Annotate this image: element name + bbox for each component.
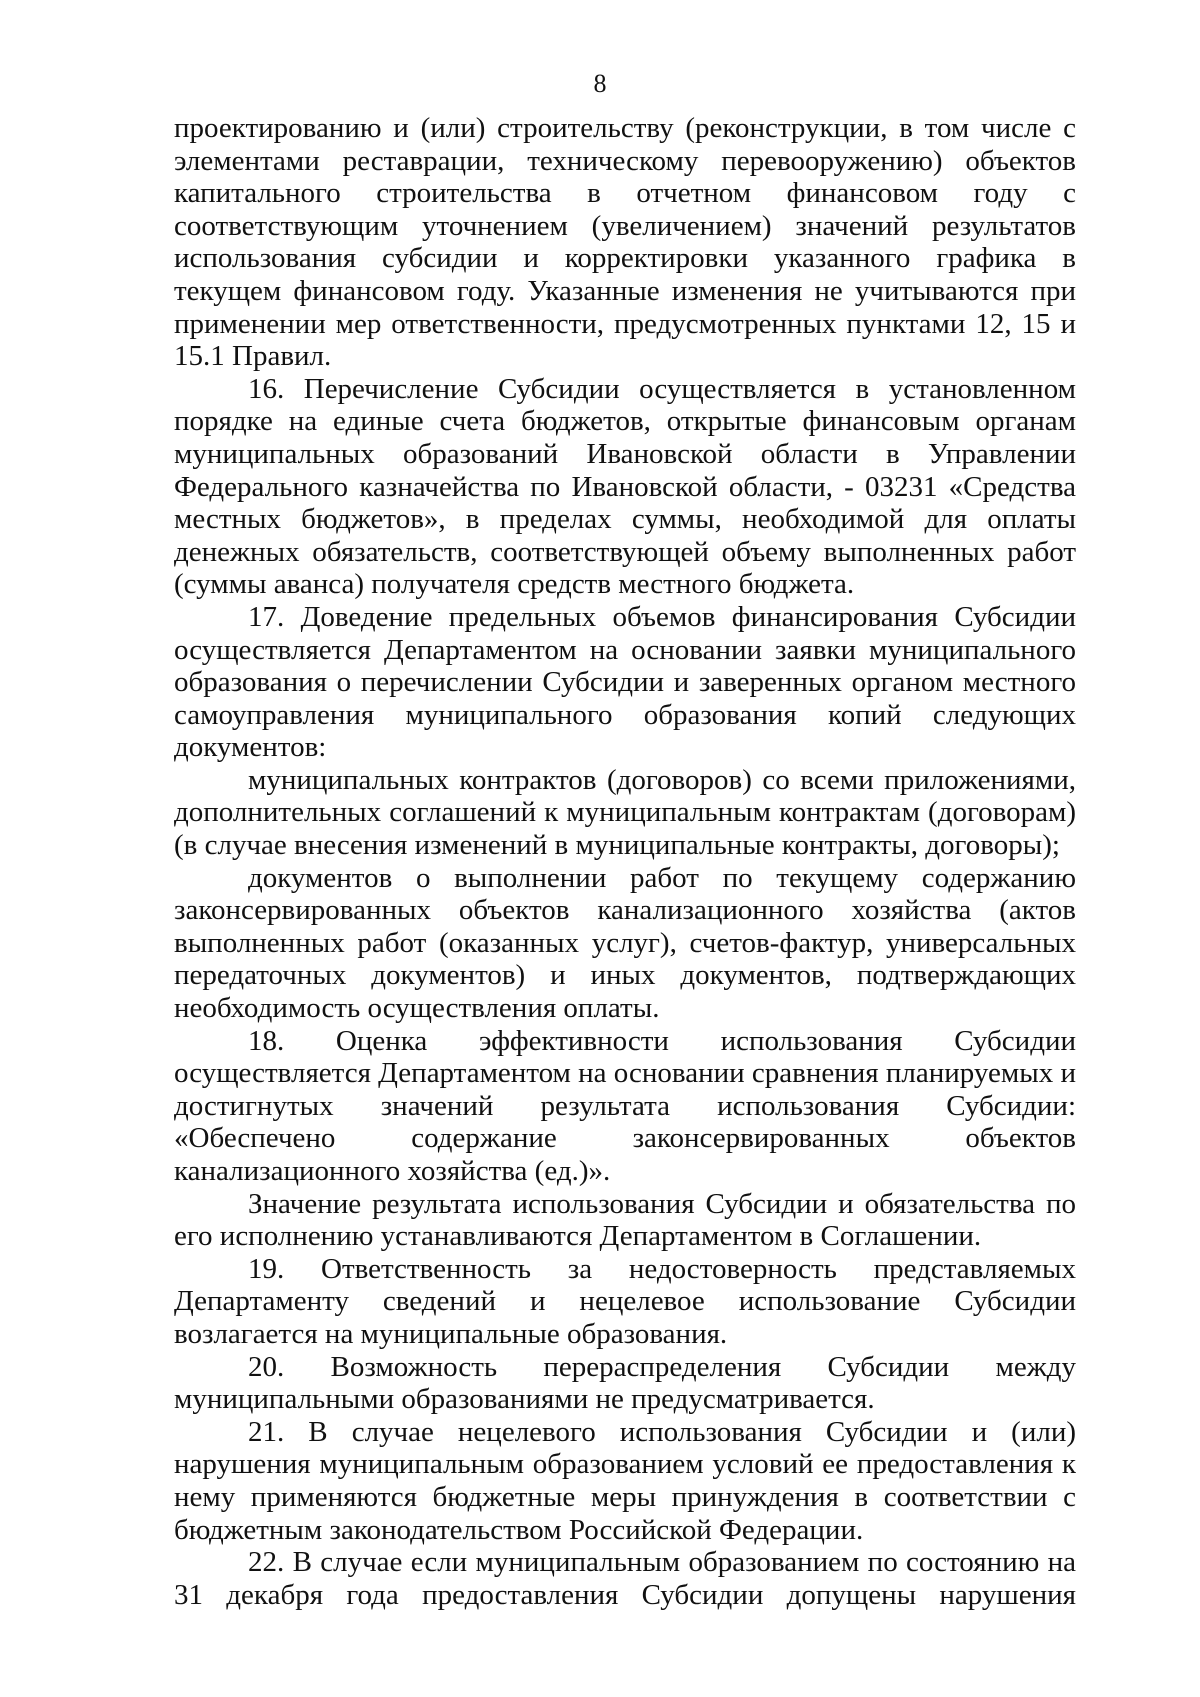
paragraph-22: 22. В случае если муниципальным образованием по состоянию на 31 декабря года предоставления Субсидии допущены нарушения [174, 1546, 1076, 1611]
paragraph-17-contracts: муниципальных контрактов (договоров) со всеми приложениями, дополнительных соглашений к муниципальным контрактам (договорам) (в случае внесения изменений в муниципальные контракты, договоры); [174, 763, 1076, 862]
paragraph-17-documents: документов о выполнении работ по текущему содержанию законсервированных объектов канализационного хозяйства (актов выполненных работ (оказанных услуг), счетов-фактур, универсальных передаточных документов) и иных документов, подтверждающих необходимость осуществления оплаты. [174, 861, 1076, 1025]
document-body [174, 112, 1076, 1611]
paragraph-21: 21. В случае нецелевого использования Субсидии и (или) нарушения муниципальным образованием условий ее предоставления к нему применяются бюджетные меры принуждения в соответствии с бюджетным законодательством Российской Федерации. [174, 1415, 1076, 1546]
paragraph-18: 18. Оценка эффективности использования Субсидии осуществляется Департаментом на основании сравнения планируемых и достигнутых значений результата использования Субсидии: «Обеспечено содержание законсервированных объектов канализационного хозяйства (ед.)». [174, 1024, 1076, 1187]
page-number: 8 [593, 69, 607, 98]
paragraph-18-result-value: Значение результата использования Субсидии и обязательства по его исполнению устанавливаются Департаментом в Соглашении. [174, 1187, 1076, 1253]
paragraph-16: 16. Перечисление Субсидии осуществляется в установленном порядке на единые счета бюджетов, открытые финансовым органам муниципальных образований Ивановской области в Управлении Федерального казначейства по Ивановской области, - 03231 «Средства местных бюджетов», в пределах суммы, необходимой для оплаты денежных обязательств, соответствующей объему выполненных работ (суммы аванса) получателя средств местного бюджета. [174, 372, 1076, 601]
paragraph-19: 19. Ответственность за недостоверность представляемых Департаменту сведений и нецелевое использование Субсидии возлагается на муниципальные образования. [174, 1252, 1076, 1350]
paragraph-17: 17. Доведение предельных объемов финансирования Субсидии осуществляется Департаментом на основании заявки муниципального образования о перечислении Субсидии и заверенных органом местного самоуправления муниципального образования копий следующих документов: [174, 600, 1076, 764]
paragraph-continuation: проектированию и (или) строительству (реконструкции, в том числе с элементами реставрации, техническому перевооружению) объектов капитального строительства в отчетном финансовом году с соответствующим уточнением (увеличением) значений результатов использования субсидии и корректировки указанного графика в текущем финансовом году. Указанные изменения не учитываются при применении мер ответственности, предусмотренных пунктами 12, 15 и 15.1 Правил. [174, 112, 1076, 373]
paragraph-20: 20. Возможность перераспределения Субсидии между муниципальными образованиями не предусматривается. [174, 1350, 1076, 1416]
